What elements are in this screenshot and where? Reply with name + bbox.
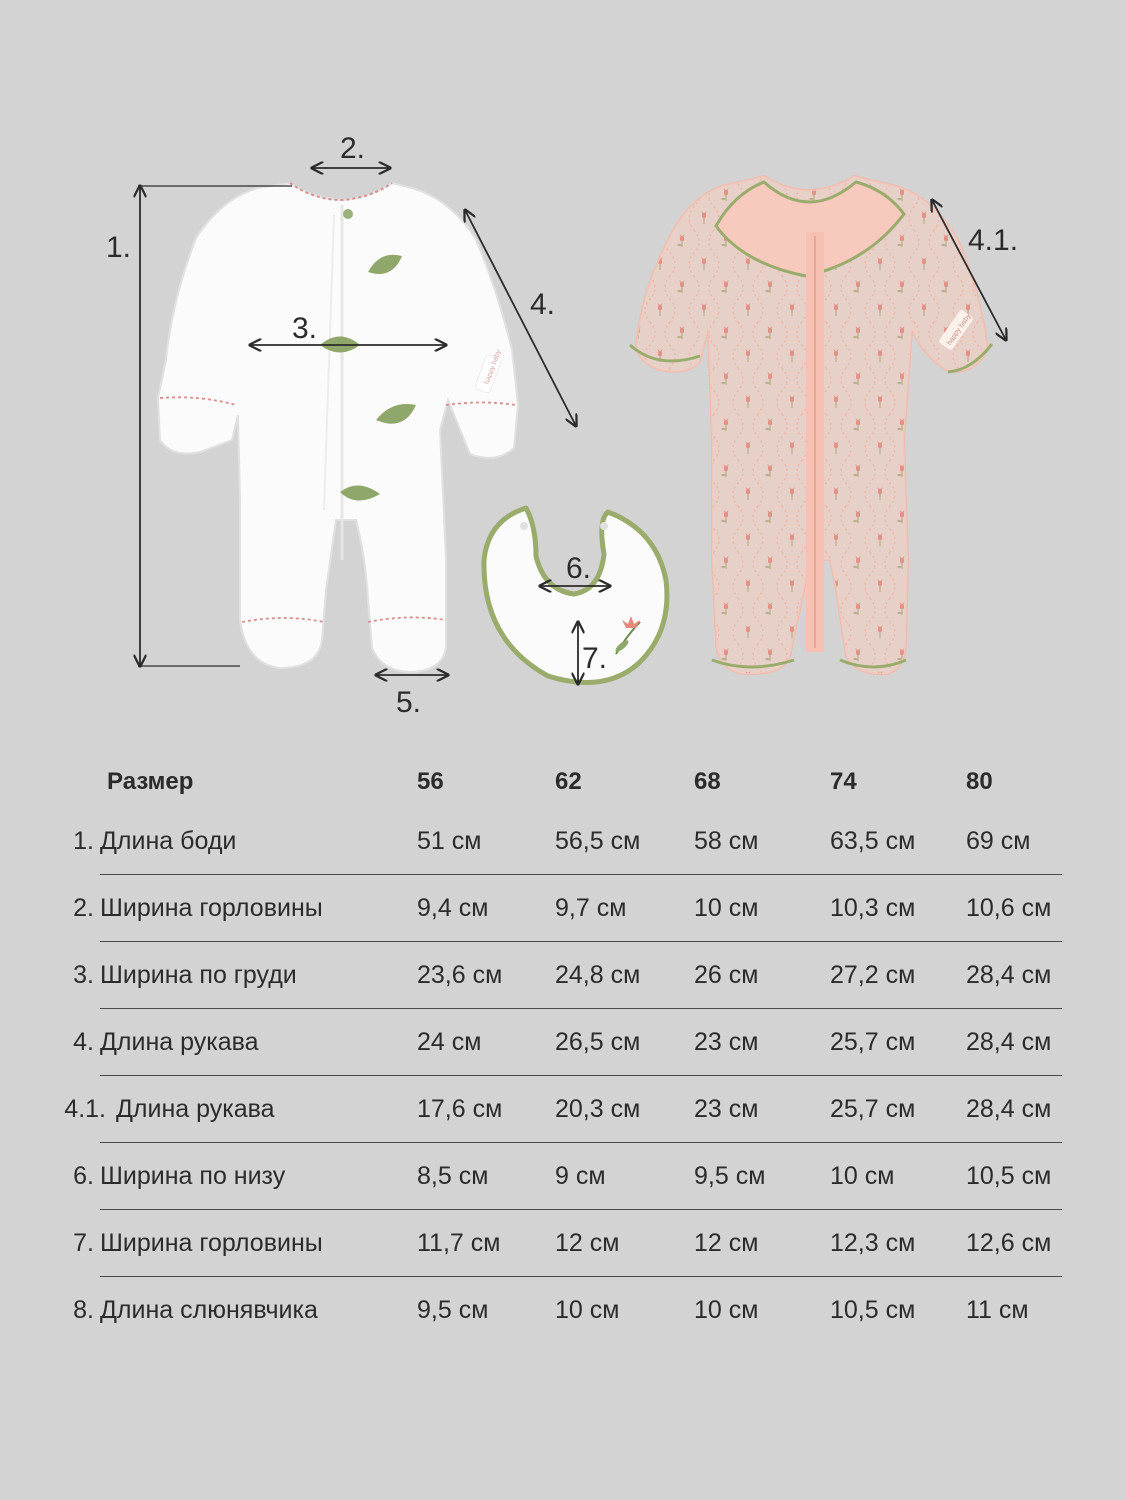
measurement-value: 23,6 см xyxy=(417,961,503,989)
row-label: Длина слюнявчика xyxy=(100,1296,318,1324)
measurement-value: 25,7 см xyxy=(830,1095,916,1123)
table-row xyxy=(0,1277,1125,1344)
measurement-value: 58 см xyxy=(694,827,759,855)
measurement-value: 9 см xyxy=(555,1162,606,1190)
table-row xyxy=(0,875,1125,942)
table-header-row xyxy=(0,748,1125,815)
row-number: 2. xyxy=(73,894,94,922)
dimension-label-2: 2. xyxy=(340,132,366,165)
measurement-value: 24 см xyxy=(417,1028,482,1056)
measurement-value: 26 см xyxy=(694,961,759,989)
measurement-value: 25,7 см xyxy=(830,1028,916,1056)
size-header-80: 80 xyxy=(966,768,993,795)
measurement-value: 56,5 см xyxy=(555,827,641,855)
measurement-value: 9,5 см xyxy=(694,1162,766,1190)
measurement-value: 10 см xyxy=(830,1162,895,1190)
row-number: 7. xyxy=(73,1229,94,1257)
table-row xyxy=(0,1009,1125,1076)
table-row xyxy=(0,942,1125,1009)
measurement-value: 11 см xyxy=(966,1296,1029,1324)
measurement-value: 51 см xyxy=(417,827,482,855)
measurement-value: 10,6 см xyxy=(966,894,1052,922)
measurement-value: 9,7 см xyxy=(555,894,627,922)
white-romper-tag: happy baby xyxy=(483,349,503,386)
size-header-56: 56 xyxy=(417,768,444,795)
row-number: 4. xyxy=(73,1028,94,1056)
table-row xyxy=(0,808,1125,875)
measurement-value: 12 см xyxy=(555,1229,620,1257)
bib xyxy=(484,508,667,682)
measurement-value: 10 см xyxy=(555,1296,620,1324)
measurement-value: 8,5 см xyxy=(417,1162,489,1190)
dimension-label-1: 1. xyxy=(106,231,132,264)
size-header-68: 68 xyxy=(694,768,721,795)
size-header-74: 74 xyxy=(830,768,857,795)
table-row xyxy=(0,1076,1125,1143)
measurement-value: 10 см xyxy=(694,894,759,922)
measurement-value: 9,4 см xyxy=(417,894,489,922)
table-row xyxy=(0,1143,1125,1210)
measurement-value: 28,4 см xyxy=(966,1028,1052,1056)
measurement-value: 28,4 см xyxy=(966,961,1052,989)
white-romper xyxy=(158,183,518,672)
measurement-value: 12 см xyxy=(694,1229,759,1257)
size-header-label: Размер xyxy=(107,768,194,795)
row-label: Длина боди xyxy=(100,827,237,855)
dimension-label-3: 3. xyxy=(292,312,318,345)
measurement-value: 23 см xyxy=(694,1028,759,1056)
measurement-value: 10 см xyxy=(694,1296,759,1324)
dimension-label-6: 6. xyxy=(566,552,592,585)
garment-measurement-illustration xyxy=(0,0,1125,730)
measurement-value: 11,7 см xyxy=(417,1229,501,1257)
measurement-value: 27,2 см xyxy=(830,961,916,989)
row-number: 1. xyxy=(73,827,94,855)
table-row xyxy=(0,1210,1125,1277)
measurement-value: 69 см xyxy=(966,827,1031,855)
pink-romper xyxy=(630,176,992,674)
measurement-value: 10,5 см xyxy=(966,1162,1052,1190)
measurement-value: 63,5 см xyxy=(830,827,916,855)
dimension-label-4: 4. xyxy=(530,288,556,321)
row-label: Ширина по груди xyxy=(100,961,297,989)
row-number: 8. xyxy=(73,1296,94,1324)
measurement-value: 10,3 см xyxy=(830,894,916,922)
row-label: Ширина горловины xyxy=(100,1229,323,1257)
row-label: Длина рукава xyxy=(100,1028,259,1056)
measurement-value: 20,3 см xyxy=(555,1095,641,1123)
row-number: 6. xyxy=(73,1162,94,1190)
row-label: Ширина горловины xyxy=(100,894,323,922)
measurement-value: 26,5 см xyxy=(555,1028,641,1056)
row-label: Длина рукава xyxy=(116,1095,275,1123)
dimension-label-7: 7. xyxy=(582,642,608,675)
pink-romper-tag: happy baby xyxy=(946,312,973,347)
measurement-value: 24,8 см xyxy=(555,961,641,989)
size-header-62: 62 xyxy=(555,768,582,795)
row-number: 3. xyxy=(73,961,94,989)
measurement-value: 12,3 см xyxy=(830,1229,916,1257)
row-number: 4.1. xyxy=(64,1095,106,1123)
dimension-label-4-1: 4.1. xyxy=(968,224,1019,257)
row-label: Ширина по низу xyxy=(100,1162,286,1190)
measurement-value: 23 см xyxy=(694,1095,759,1123)
measurement-value: 9,5 см xyxy=(417,1296,489,1324)
dimension-label-5: 5. xyxy=(396,686,422,719)
measurement-value: 17,6 см xyxy=(417,1095,503,1123)
measurement-value: 12,6 см xyxy=(966,1229,1052,1257)
measurement-value: 10,5 см xyxy=(830,1296,916,1324)
measurement-value: 28,4 см xyxy=(966,1095,1052,1123)
